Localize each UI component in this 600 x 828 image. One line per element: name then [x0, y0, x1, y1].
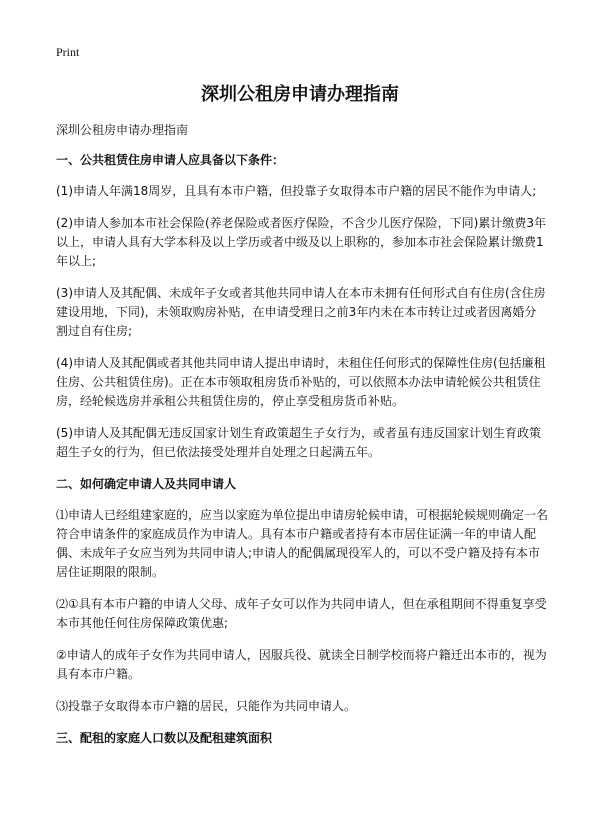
section-heading-1: 一、公共租赁住房申请人应具备以下条件：	[56, 153, 285, 167]
paragraph: (4)申请人及其配偶或者其他共同申请人提出申请时，未租住任何形式的保障性住房(包括廉租住房、公共租赁住房)。正在本市领取租房货币补贴的，可以依照本办法申请轮候公共租赁住房，经轮候选房并承租公共租赁住房的，停止享受租房货币补贴。	[56, 356, 546, 408]
paragraph: (1)申请人年满18周岁，且具有本市户籍，但投靠子女取得本市户籍的居民不能作为申请人;	[56, 184, 537, 198]
section-heading-3: 三、配租的家庭人口数以及配租建筑面积	[56, 731, 273, 745]
paragraph: (3)申请人及其配偶、未成年子女或者其他共同申请人在本市未拥有任何形式自有住房(含住房建设用地，下同)，未领取购房补贴，在申请受理日之前3年内未在本市转让过或者因离婚分割过自有住房;	[56, 286, 546, 338]
paragraph: ⑵①具有本市户籍的申请人父母、成年子女可以作为共同申请人，但在承租期间不得重复享受本市其他任何住房保障政策优惠;	[56, 597, 547, 630]
section-heading-2: 二、如何确定申请人及共同申请人	[56, 477, 237, 491]
paragraph: (5)申请人及其配偶无违反国家计划生育政策超生子女行为，或者虽有违反国家计划生育政策超生子女的行为，但已依法接受处理并自处理之日起满五年。	[56, 426, 542, 459]
print-label[interactable]: Print	[56, 45, 80, 59]
paragraph: ②申请人的成年子女作为共同申请人，因服兵役、就读全日制学校而将户籍迁出本市的，视为具有本市户籍。	[56, 648, 547, 681]
paragraph: (2)申请人参加本市社会保险(养老保险或者医疗保险，不含少儿医疗保险，下同)累计缴费3年以上，申请人具有大学本科及以上学历或者中级及以上职称的，参加本市社会保险累计缴费1年以上;	[56, 216, 546, 268]
paragraph: ⑶投靠子女取得本市户籍的居民，只能作为共同申请人。	[56, 699, 357, 713]
paragraph: ⑴申请人已经组建家庭的，应当以家庭为单位提出申请房轮候申请，可根据轮候规则确定一名符合申请条件的家庭成员作为申请人。具有本市户籍或者持有本市居住证满一年的申请人配偶、未成年子女应当列为共同申请人;申请人的配偶属现役军人的，可以不受户籍及持有本市居住证期限的限制。	[56, 508, 549, 579]
document-title: 深圳公租房申请办理指南	[201, 84, 399, 105]
document-subtitle: 深圳公租房申请办理指南	[56, 123, 189, 137]
document-body	[56, 121, 548, 760]
